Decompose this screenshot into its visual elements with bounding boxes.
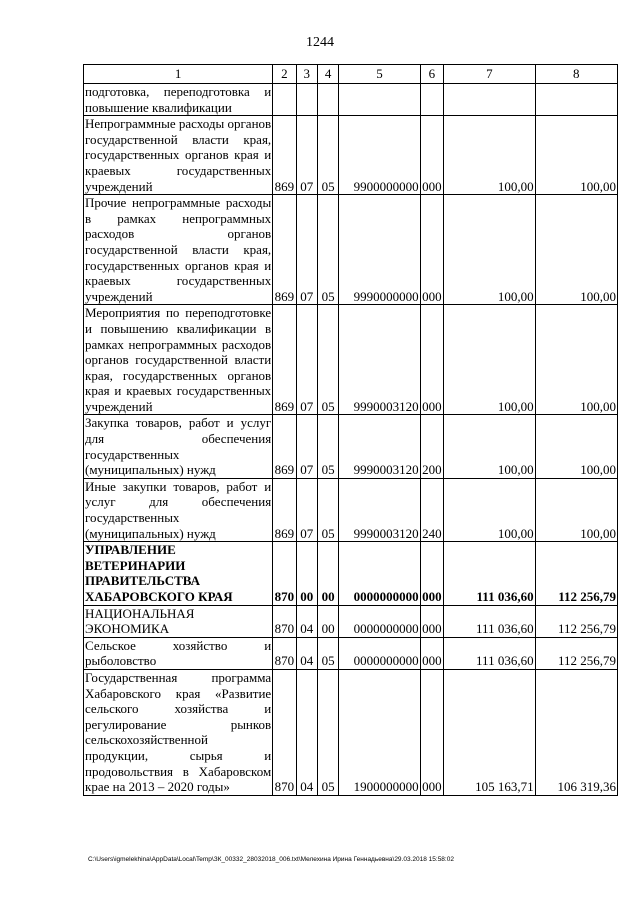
target-article-cell: 0000000000 — [339, 542, 420, 605]
amount-year1-cell: 111 036,60 — [444, 605, 536, 637]
amount-year2-cell: 100,00 — [535, 478, 617, 541]
amount-year1-cell: 100,00 — [444, 305, 536, 415]
header-col-6: 6 — [420, 65, 443, 84]
table-row — [84, 195, 618, 305]
expense-type-cell: 000 — [420, 116, 443, 195]
section-cell: 04 — [296, 605, 317, 637]
expense-type-cell: 200 — [420, 415, 443, 478]
expense-type-cell: 000 — [420, 305, 443, 415]
admin-code-cell: 869 — [273, 195, 296, 305]
table-row — [84, 84, 618, 116]
subsection-cell: 05 — [317, 669, 338, 795]
target-article-cell — [339, 84, 420, 116]
admin-code-cell: 869 — [273, 478, 296, 541]
amount-year2-cell: 100,00 — [535, 116, 617, 195]
row-name-cell: Непрограммные расходы органов государственной власти края, государственных органов края и краевых государственных учреждений — [85, 116, 272, 194]
amount-year2-cell: 112 256,79 — [535, 637, 617, 669]
table-row — [84, 605, 618, 637]
admin-code-cell: 870 — [273, 542, 296, 605]
amount-year2-cell: 112 256,79 — [535, 542, 617, 605]
header-col-7: 7 — [444, 65, 536, 84]
amount-year1-cell — [444, 84, 536, 116]
target-article-cell: 9990003120 — [339, 415, 420, 478]
row-name-cell: Закупка товаров, работ и услуг для обеспечения государственных (муниципальных) нужд — [85, 415, 272, 478]
target-article-cell: 0000000000 — [339, 637, 420, 669]
header-col-2: 2 — [273, 65, 296, 84]
expense-type-cell: 000 — [420, 605, 443, 637]
amount-year1-cell: 100,00 — [444, 195, 536, 305]
expense-type-cell: 000 — [420, 195, 443, 305]
file-path-footer: C:\Users\igmelekhina\AppData\Local\Temp\ЗК_00332_28032018_006.txt\Мелехина Ирина Геннадьевна\29.03.2018 15:58:02 — [88, 856, 454, 863]
subsection-cell: 05 — [317, 305, 338, 415]
amount-year1-cell: 100,00 — [444, 478, 536, 541]
row-name-cell: Государственная программа Хабаровского края «Развитие сельского хозяйства и регулирование рынков сельскохозяйственной продукции, сырья и продовольствия в Хабаровском крае на 2013 – 2020 годы» — [85, 669, 272, 795]
row-name-cell: УПРАВЛЕНИЕ ВЕТЕРИНАРИИ ПРАВИТЕЛЬСТВА ХАБАРОВСКОГО КРАЯ — [84, 542, 273, 605]
subsection-cell: 05 — [317, 195, 338, 305]
amount-year1-cell: 100,00 — [444, 116, 536, 195]
header-col-3: 3 — [296, 65, 317, 84]
table-row — [84, 415, 618, 478]
section-cell: 00 — [296, 542, 317, 605]
admin-code-cell — [273, 84, 296, 116]
expense-type-cell: 000 — [420, 637, 443, 669]
row-name-cell: Мероприятия по переподготовке и повышению квалификации в рамках непрограммных расходов органов государственной власти края, государственных органов края и краевых государственных учреждений — [85, 305, 272, 414]
admin-code-cell: 870 — [273, 637, 296, 669]
admin-code-cell: 869 — [273, 305, 296, 415]
expense-type-cell — [420, 84, 443, 116]
target-article-cell: 0000000000 — [339, 605, 420, 637]
section-cell: 07 — [296, 195, 317, 305]
target-article-cell: 9990003120 — [339, 305, 420, 415]
row-name-cell: Прочие непрограммные расходы в рамках непрограммных расходов органов государственной власти края, государственных органов края и краевых государственных учреждений — [85, 195, 272, 304]
amount-year2-cell: 100,00 — [535, 415, 617, 478]
section-cell — [296, 84, 317, 116]
row-name-cell: Иные закупки товаров, работ и услуг для обеспечения государственных (муниципальных) нужд — [85, 478, 272, 541]
table-header-row — [84, 65, 618, 84]
section-cell: 07 — [296, 478, 317, 541]
amount-year2-cell: 100,00 — [535, 305, 617, 415]
target-article-cell: 9900000000 — [339, 116, 420, 195]
target-article-cell: 9990000000 — [339, 195, 420, 305]
amount-year2-cell: 112 256,79 — [535, 605, 617, 637]
table-row — [84, 669, 618, 795]
section-cell: 04 — [296, 637, 317, 669]
subsection-cell: 05 — [317, 415, 338, 478]
admin-code-cell: 870 — [273, 669, 296, 795]
amount-year1-cell: 105 163,71 — [444, 669, 536, 795]
expense-type-cell: 240 — [420, 478, 443, 541]
row-name-cell: подготовка, переподготовка и повышение квалификации — [85, 84, 272, 115]
amount-year2-cell: 100,00 — [535, 195, 617, 305]
header-col-8: 8 — [535, 65, 617, 84]
subsection-cell — [317, 84, 338, 116]
header-col-5: 5 — [339, 65, 420, 84]
expense-type-cell: 000 — [420, 542, 443, 605]
section-cell: 07 — [296, 415, 317, 478]
section-cell: 04 — [296, 669, 317, 795]
subsection-cell: 05 — [317, 637, 338, 669]
table-row — [84, 637, 618, 669]
row-name-cell: НАЦИОНАЛЬНАЯ ЭКОНОМИКА — [84, 605, 273, 637]
amount-year2-cell — [535, 84, 617, 116]
admin-code-cell: 869 — [273, 415, 296, 478]
row-name-cell: Сельское хозяйство и рыболовство — [85, 637, 272, 669]
amount-year2-cell: 106 319,36 — [535, 669, 617, 795]
section-cell: 07 — [296, 305, 317, 415]
header-col-4: 4 — [317, 65, 338, 84]
table-row — [84, 305, 618, 415]
amount-year1-cell: 100,00 — [444, 415, 536, 478]
target-article-cell: 9990003120 — [339, 478, 420, 541]
header-col-1: 1 — [84, 65, 273, 84]
table-row — [84, 542, 618, 605]
page-number: 1244 — [306, 35, 334, 50]
budget-table — [83, 64, 618, 796]
table-row — [84, 116, 618, 195]
section-cell: 07 — [296, 116, 317, 195]
subsection-cell: 00 — [317, 605, 338, 637]
amount-year1-cell: 111 036,60 — [444, 637, 536, 669]
admin-code-cell: 869 — [273, 116, 296, 195]
amount-year1-cell: 111 036,60 — [444, 542, 536, 605]
subsection-cell: 05 — [317, 478, 338, 541]
expense-type-cell: 000 — [420, 669, 443, 795]
subsection-cell: 05 — [317, 116, 338, 195]
subsection-cell: 00 — [317, 542, 338, 605]
table-row — [84, 478, 618, 541]
admin-code-cell: 870 — [273, 605, 296, 637]
target-article-cell: 1900000000 — [339, 669, 420, 795]
